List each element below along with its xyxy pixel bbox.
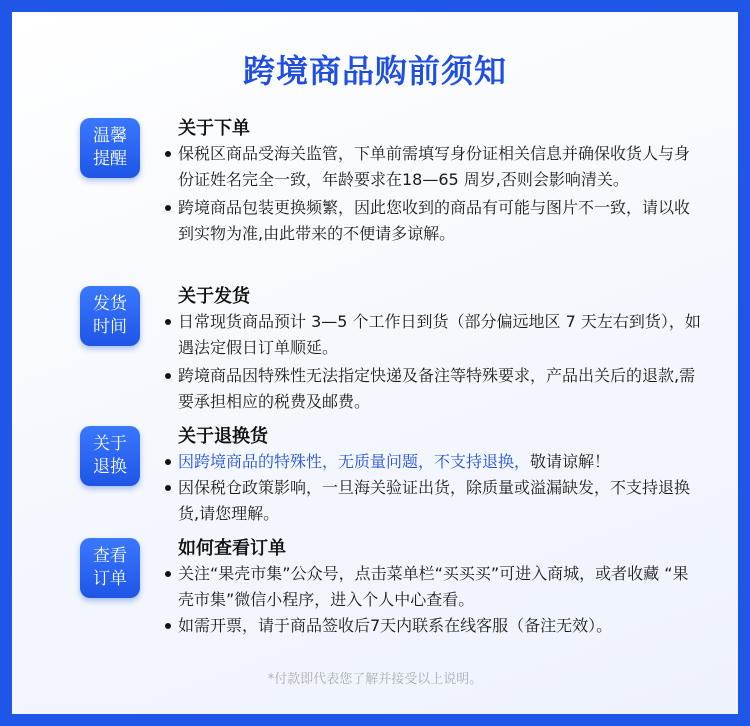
- list-item: 关注“果壳市集”公众号，点击菜单栏“买买买”可进入商城，或者收藏 “果壳市集”微信小程序，进入个人中心查看。: [162, 561, 702, 613]
- section-heading: 关于下单: [178, 118, 250, 139]
- section-heading: 关于退换货: [178, 426, 268, 447]
- section-heading: 关于发货: [178, 286, 250, 307]
- list-item: 跨境商品包装更换频繁，因此您收到的商品有可能与图片不一致，请以收到实物为准,由此带来的不便请多谅解。: [162, 195, 702, 247]
- section-badge: 关于 退换: [80, 426, 140, 486]
- bullet-icon: [165, 571, 171, 577]
- list-item: 跨境商品因特殊性无法指定快递及备注等特殊要求，产品出关后的退款,需要承担相应的税费及邮费。: [162, 363, 702, 415]
- list-item: 日常现货商品预计 3—5 个工作日到货（部分偏远地区 7 天左右到货），如遇法定假日订单顺延。: [162, 309, 702, 361]
- section-badge: 发货 时间: [80, 286, 140, 346]
- bullet-icon: [165, 623, 171, 629]
- section-heading: 如何查看订单: [178, 538, 286, 559]
- section-badge: 查看 订单: [80, 538, 140, 598]
- bullet-icon: [165, 151, 171, 157]
- notice-card: [12, 12, 738, 714]
- bullet-icon: [165, 459, 171, 465]
- bullet-icon: [165, 205, 171, 211]
- section-list: [162, 141, 702, 247]
- highlight-text: 因跨境商品的特殊性，无质量问题，不支持退换，: [178, 452, 531, 471]
- footer-note: *付款即代表您了解并接受以上说明。: [267, 672, 483, 687]
- bullet-icon: [165, 485, 171, 491]
- section-badge: 温馨 提醒: [80, 118, 140, 178]
- section-list: [162, 309, 702, 415]
- page-title: 跨境商品购前须知: [242, 52, 507, 90]
- section-list: [162, 449, 702, 527]
- bullet-icon: [165, 319, 171, 325]
- list-item: 因跨境商品的特殊性，无质量问题，不支持退换，敬请谅解！: [162, 449, 702, 475]
- list-item: 保税区商品受海关监管，下单前需填写身份证相关信息并确保收货人与身份证姓名完全一致，年龄要求在18—65 周岁,否则会影响清关。: [162, 141, 702, 193]
- bullet-icon: [165, 373, 171, 379]
- list-item: 因保税仓政策影响，一旦海关验证出货，除质量或溢漏缺发，不支持退换货,请您理解。: [162, 475, 702, 527]
- section-list: [162, 561, 702, 639]
- list-item: 如需开票，请于商品签收后7天内联系在线客服（备注无效）。: [162, 613, 702, 639]
